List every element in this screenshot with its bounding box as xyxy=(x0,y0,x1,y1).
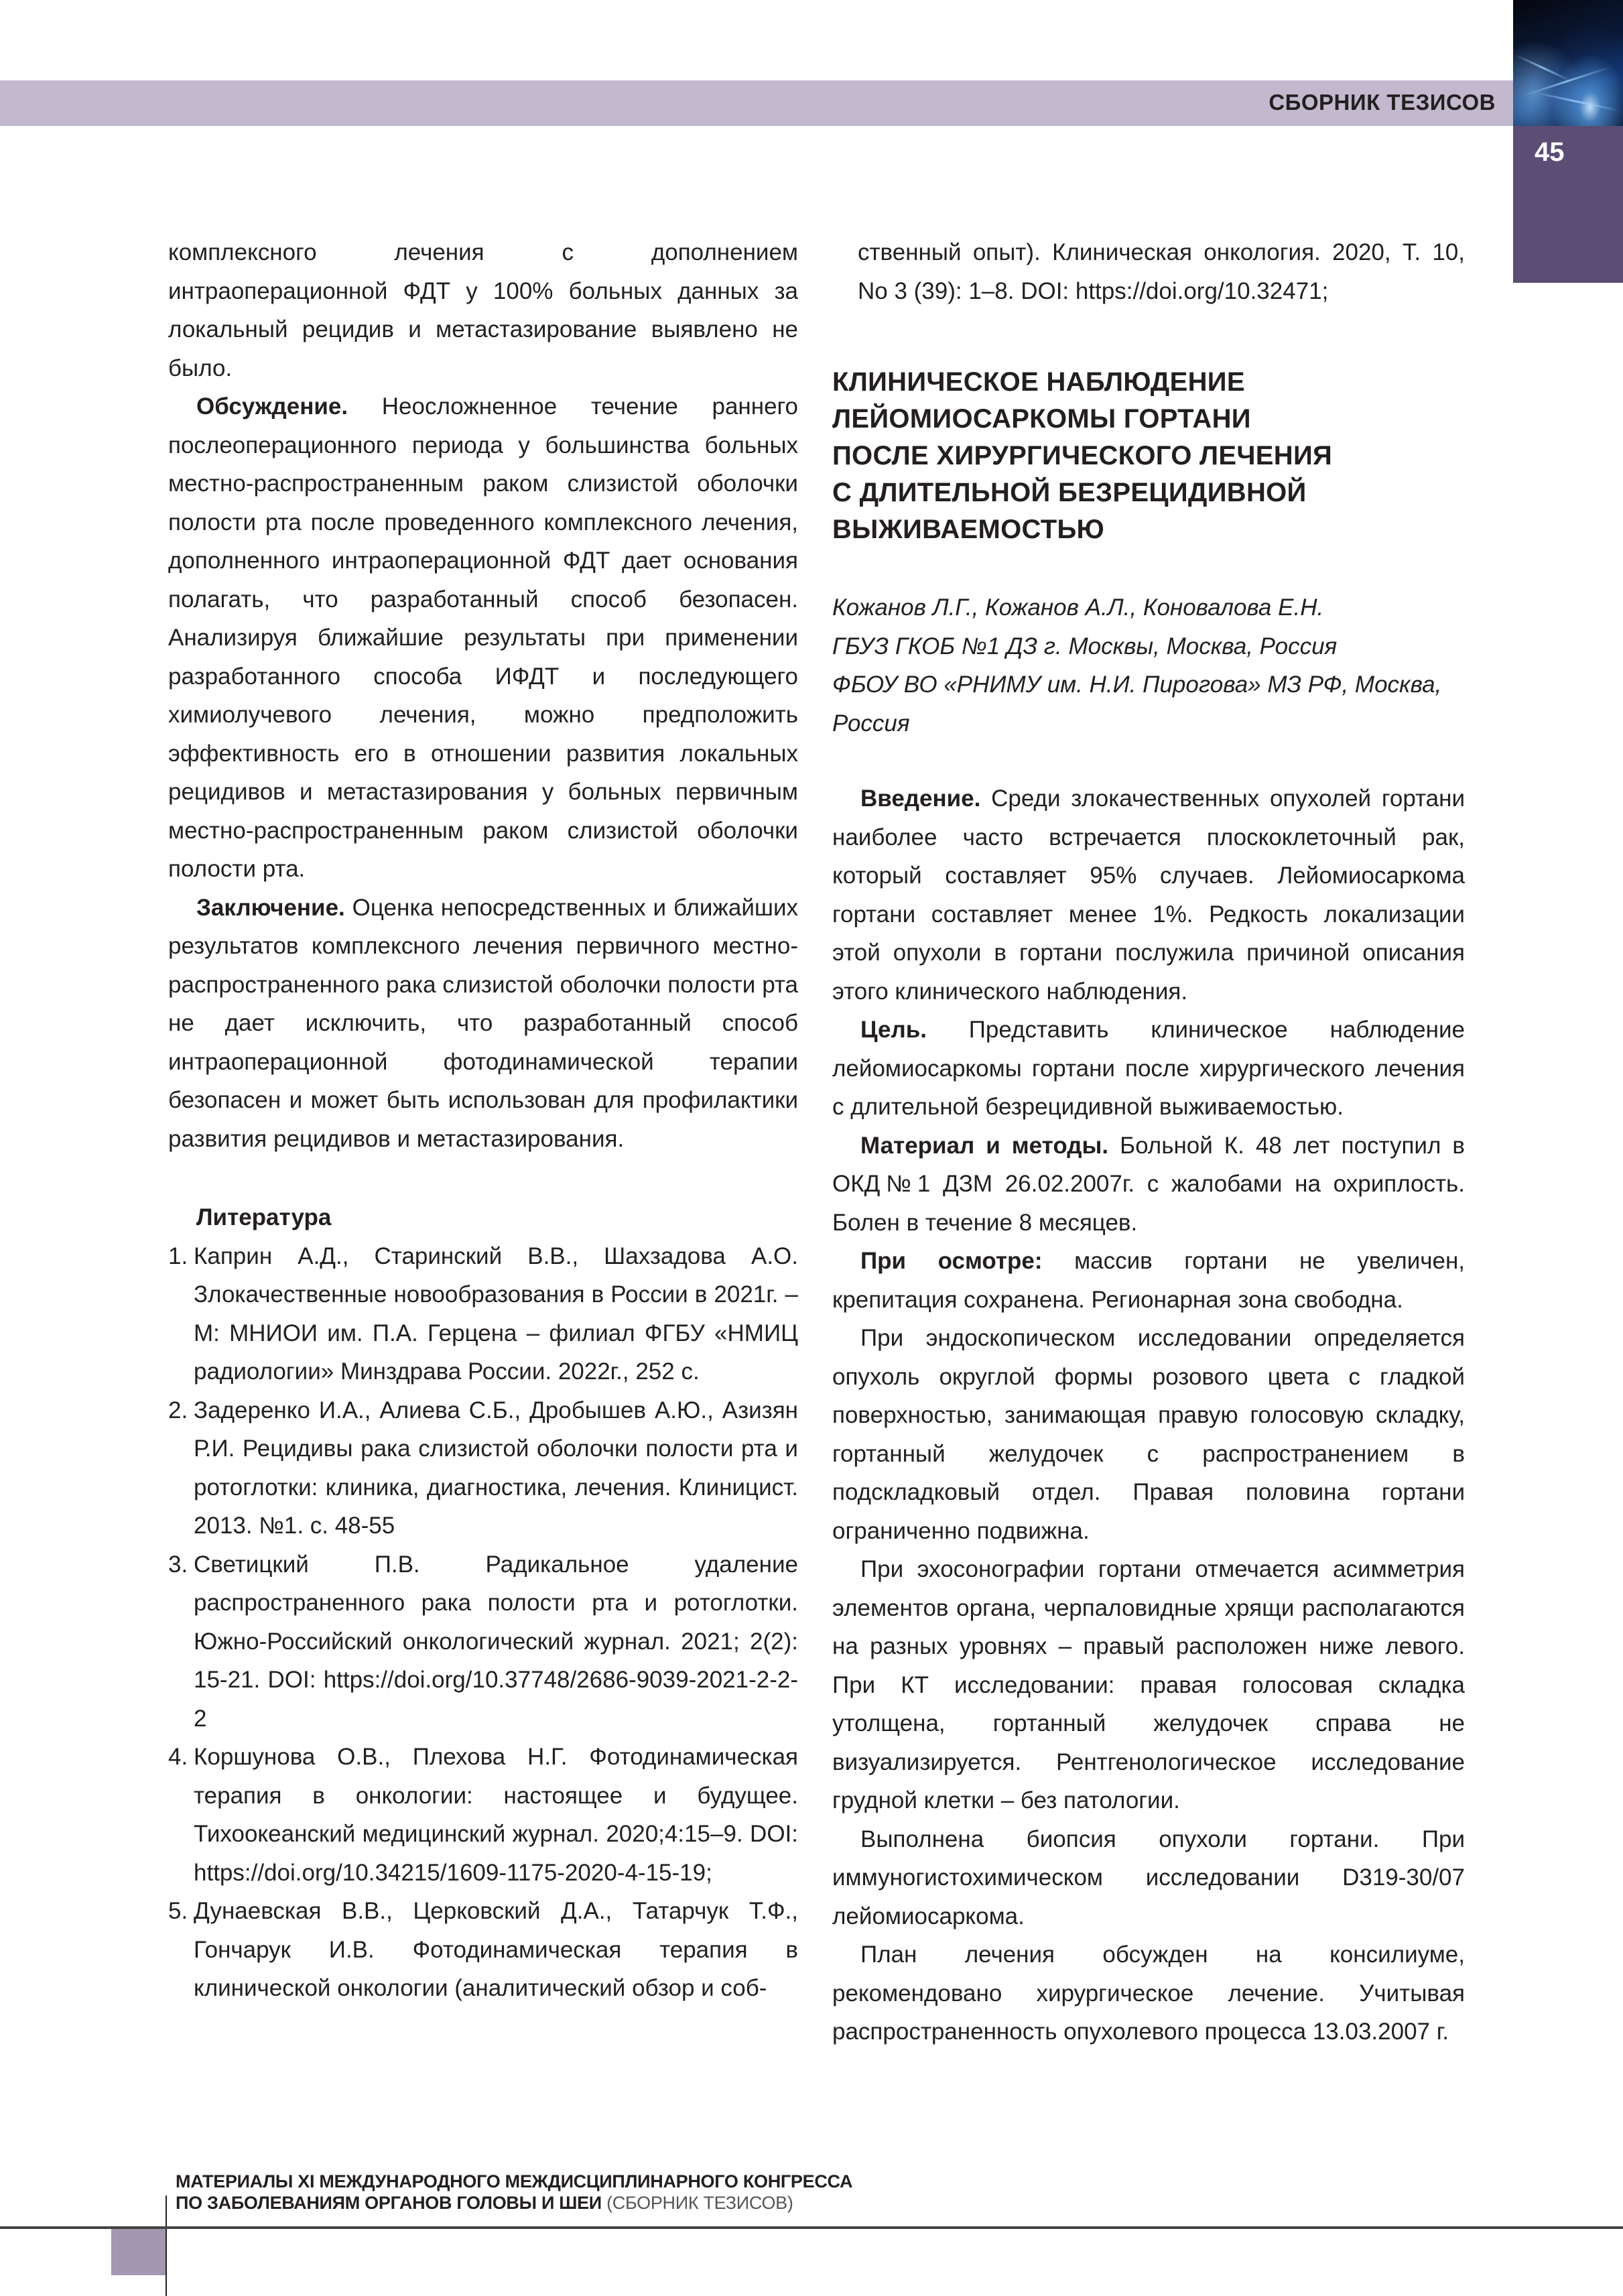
article-title-line: ВЫЖИВАЕМОСТЬЮ xyxy=(832,515,1105,544)
page-number-box xyxy=(1513,126,1623,283)
conclusion-label: Заключение. xyxy=(196,894,345,921)
reference-continuation: ственный опыт). Клиническая онкология. 2020, Т. 10, No 3 (39): 1–8. DOI: https://doi.org/10.32471; xyxy=(858,239,1465,304)
footer-horizontal-rule xyxy=(0,2226,1623,2229)
goal-label: Цель. xyxy=(860,1017,927,1043)
endoscopy-paragraph: При эндоскопическом исследовании определяется опухоль округлой формы розового цвета с гладкой поверхностью, занимающая правую голосовую складку, гортанный желудочек с распространением в подскладковый отдел. Правая половина гортани ограниченно подвижна. xyxy=(832,1325,1465,1544)
intro-text: Среди злокачественных опухолей гортани наиболее часто встречается плоскоклеточный рак, который составляет 95% случаев. Лейомиосаркома гортани составляет менее 1%. Редкость локализации этой опухоли в гортани послужила причиной описания этого клинического наблюдения. xyxy=(832,785,1465,1005)
footer-line-1: МАТЕРИАЛЫ XI МЕЖДУНАРОДНОГО МЕЖДИСЦИПЛИНАРНОГО КОНГРЕССА xyxy=(176,2171,853,2191)
footer-line-2 xyxy=(176,2193,793,2214)
affiliation: ГБУЗ ГКОБ №1 ДЗ г. Москвы, Москва, Россия xyxy=(832,633,1338,659)
footer-line-2-light: (СБОРНИК ТЕЗИСОВ) xyxy=(601,2193,793,2213)
intro-label: Введение. xyxy=(860,785,981,812)
reference-item xyxy=(168,1391,798,1545)
article-title-line: ЛЕЙОМИОСАРКОМЫ ГОРТАНИ xyxy=(832,404,1251,434)
reference-text: Дунаевская В.В., Церковский Д.А., Татарчук Т.Ф., Гончарук И.В. Фотодинамическая терапия в клинической онкологии (аналитический обзор и соб- xyxy=(194,1898,798,2001)
page-number: 45 xyxy=(1535,137,1565,167)
reference-number: 3. xyxy=(168,1551,188,1578)
reference-item xyxy=(168,1545,798,1738)
intro-paragraph xyxy=(832,779,1465,1011)
goal-text: Представить клиническое наблюдение лейомиосаркомы гортани после хирургического лечения с длительной безрецидивной выживаемостью. xyxy=(832,1017,1465,1120)
methods-label: Материал и методы. xyxy=(860,1132,1109,1159)
decorative-light-image xyxy=(1513,0,1623,126)
literature-heading: Литература xyxy=(196,1204,332,1230)
methods-text: Больной К. 48 лет поступил в ОКД№1 ДЗМ 26.02.2007г. с жалобами на охриплость. Болен в течение 8 месяцев. xyxy=(832,1132,1465,1236)
reference-number: 5. xyxy=(168,1898,188,1924)
right-column xyxy=(832,233,1465,2051)
article-title-line: ПОСЛЕ ХИРУРГИЧЕСКОГО ЛЕЧЕНИЯ xyxy=(832,441,1333,470)
discussion-label: Обсуждение. xyxy=(196,393,348,420)
section-title: СБОРНИК ТЕЗИСОВ xyxy=(1269,90,1496,115)
conclusion-text: Оценка непосредственных и ближайших результатов комплексного лечения первичного местно-распространенного рака слизистой оболочки полости рта не дает исключить, что разработанный способ интраоперационной фотодинамической терапии безопасен и может быть использован для профилактики развития рецидивов и метастазирования. xyxy=(168,894,798,1152)
reference-number: 2. xyxy=(168,1397,188,1423)
goal-paragraph xyxy=(832,1011,1465,1127)
reference-item xyxy=(168,1738,798,1892)
footer-vertical-rule xyxy=(166,2195,167,2296)
footer-line-2-bold: ПО ЗАБОЛЕВАНИЯМ ОРГАНОВ ГОЛОВЫ И ШЕИ xyxy=(176,2193,602,2213)
authors-block xyxy=(832,588,1465,743)
reference-number: 1. xyxy=(168,1242,188,1269)
reference-item xyxy=(168,1237,798,1391)
exam-text: массив гортани не увеличен, крепитация сохранена. Регионарная зона свободна. xyxy=(832,1248,1465,1313)
reference-text: Каприн А.Д., Старинский В.В., Шахзадова А.О. Злокачественные новообразования в России в 2021г. – М: МНИОИ им. П.А. Герцена – филиал ФГБУ «НМИЦ радиологии» Минздрава России. 2022г., 252 с. xyxy=(194,1242,798,1385)
reference-number: 4. xyxy=(168,1744,188,1770)
exam-paragraph xyxy=(832,1242,1465,1319)
plan-paragraph: План лечения обсужден на консилиуме, рекомендовано хирургическое лечение. Учитывая распространенность опухолевого процесса 13.03.2007 г. xyxy=(832,1941,1465,2045)
discussion-text: Неосложненное течение раннего послеоперационного периода у большинства больных местно-распространенным раком слизистой оболочки полости рта после проведенного комплексного лечения, дополненного интраоперационной ФДТ дает основания полагать, что разработанный способ безопасен. Анализируя ближайшие результаты при применении разработанного способа ИФДТ и последующего химиолучевого лечения, можно предположить эффективность его в отношении развития локальных рецидивов и метастазирования у больных первичным местно-распространенным раком слизистой оболочки полости рта. xyxy=(168,393,798,882)
reference-item xyxy=(168,1892,798,2008)
article-title-line: КЛИНИЧЕСКОЕ НАБЛЮДЕНИЕ xyxy=(832,367,1245,397)
biopsy-paragraph: Выполнена биопсия опухоли гортани. При иммуногистохимическом исследовании D319-30/07 лейомиосаркома. xyxy=(832,1826,1465,1929)
reference-text: Светицкий П.В. Радикальное удаление распространенного рака полости рта и ротоглотки. Южно-Российский онкологический журнал. 2021; 2(2): 15-21. DOI: https://doi.org/10.37748/2686-9039-2021-2-2-2 xyxy=(194,1551,798,1732)
echo-paragraph: При эхосонографии гортани отмечается асимметрия элементов органа, черпаловидные хрящи располагаются на разных уровнях – правый расположен ниже левого. При КТ исследовании: правая голосовая складка утолщена, гортанный желудочек справа не визуализируется. Рентгенологическое исследование грудной клетки – без патологии. xyxy=(832,1556,1465,1813)
affiliation: ФБОУ ВО «РНИМУ им. Н.И. Пирогова» МЗ РФ, Москва, Россия xyxy=(832,672,1442,737)
methods-paragraph xyxy=(832,1127,1465,1242)
authors: Кожанов Л.Г., Кожанов А.Л., Коновалова Е.Н. xyxy=(832,594,1324,621)
exam-label: При осмотре: xyxy=(860,1248,1043,1274)
left-column xyxy=(168,233,798,2008)
discussion-paragraph xyxy=(168,387,798,889)
footer-color-block xyxy=(111,2229,166,2275)
conclusion-paragraph xyxy=(168,889,798,1159)
reference-text: Задеренко И.А., Алиева С.Б., Дробышев А.Ю., Азизян Р.И. Рецидивы рака слизистой оболочки полости рта и ротоглотки: клиника, диагностика, лечения. Клиницист. 2013. №1. с. 48-55 xyxy=(194,1397,798,1539)
continuation-paragraph: комплексного лечения с дополнением интраоперационной ФДТ у 100% больных данных за локальный рецидив и метастазирование выявлено не было. xyxy=(168,239,798,381)
reference-text: Коршунова О.В., Плехова Н.Г. Фотодинамическая терапия в онкологии: настоящее и будущее. Тихоокеанский медицинский журнал. 2020;4:15–9. DOI: https://doi.org/10.34215/1609-1175-2020-4-15-19; xyxy=(194,1744,798,1886)
article-title xyxy=(832,364,1465,548)
article-title-line: С ДЛИТЕЛЬНОЙ БЕЗРЕЦИДИВНОЙ xyxy=(832,478,1307,507)
